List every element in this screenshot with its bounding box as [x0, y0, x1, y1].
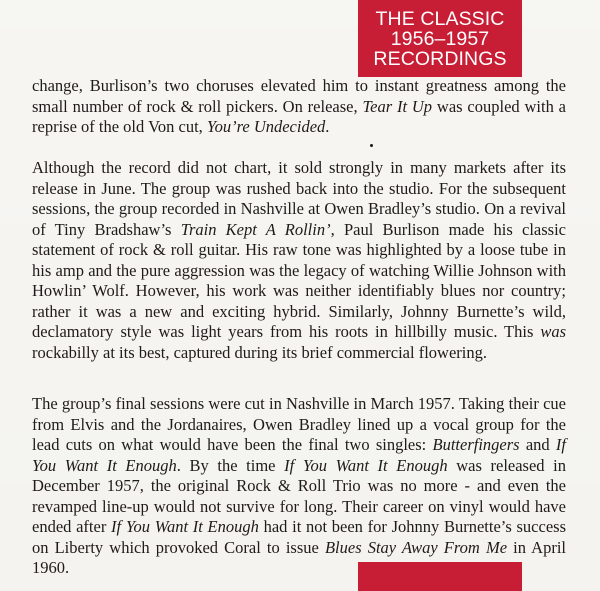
paragraph-1-text-1: change, Burlison’s two choruses elevated him to instant greatness among the small number of rock & roll pickers. On release, — [32, 76, 566, 116]
paragraph-2 — [32, 158, 566, 363]
center-dot-mark — [370, 144, 373, 147]
title-line-2: 1956–1957 — [390, 28, 490, 50]
paragraph-3-title-5: Blues Stay Away From Me — [324, 537, 508, 557]
paragraph-3-title-1: Butterfingers — [432, 435, 520, 454]
title-line-1: THE CLASSIC — [375, 8, 505, 30]
paragraph-3-text-2: and — [519, 435, 556, 454]
paragraph-2-text-3: rockabilly at its best, captured during its brief commercial flowering. — [32, 342, 487, 362]
paragraph-2-title-1: Train Kept A Rollin’ — [180, 219, 331, 239]
paragraph-3-title-4: If You Want It Enough — [111, 517, 259, 536]
paragraph-3-text-3: . By the time — [176, 455, 285, 475]
paragraph-3-text-1: The group’s final sessions were cut in Nashville in March 1957. Taking their cue from Elvis and the Jordanaires, Owen Bradley lined up a vocal group for the lead cuts on what would have been the final two singles: — [32, 394, 566, 454]
paragraph-2-text-2: , Paul Burlison made his classic statement of rock & roll guitar. His raw tone was highlighted by a loose tube in his amp and the pure aggression was the legacy of watching Willie Johnson with Howlin’ Wolf. However, his work was neither identifiably blues nor country; rather it was a new and exciting hybrid. Similarly, Johnny Burnette’s wild, declamatory style was light years from his roots in hillbilly music. This — [32, 219, 566, 341]
paragraph-2-text-1: Although the record did not chart, it sold strongly in many markets after its release in June. The group was rushed back into the studio. For the subsequent sessions, the group recorded in Nashville at Owen Bradley’s studio. On a revival of Tiny Bradshaw’s — [32, 158, 566, 239]
paragraph-1-title-1: Tear It Up — [362, 96, 433, 116]
title-banner — [358, 0, 522, 77]
paragraph-3-text-5: had it not been for Johnny Burnette’s success on Liberty which provoked Coral to issue — [32, 517, 566, 557]
paragraph-3-text-4: was released in December 1957, the original Rock & Roll Trio was no more - and even the revamped line-up would not survive for long. Their career on vinyl would have ended after — [32, 455, 567, 536]
paragraph-1 — [32, 76, 566, 138]
footer-red-block — [358, 562, 522, 591]
paragraph-3-text-6: in April 1960. — [32, 537, 566, 577]
paragraph-3-title-2: If You Want It Enough — [32, 435, 566, 475]
paragraph-3 — [32, 394, 566, 579]
paragraph-1-text-3: . — [325, 117, 330, 136]
paragraph-2-emphasis: was — [540, 322, 566, 341]
paragraph-1-title-2: You’re Undecided — [206, 117, 326, 136]
title-line-3: RECORDINGS — [373, 48, 507, 70]
paragraph-1-text-2: was coupled with a reprise of the old Von cut, — [32, 96, 566, 136]
paragraph-3-title-3: If You Want It Enough — [284, 455, 448, 475]
